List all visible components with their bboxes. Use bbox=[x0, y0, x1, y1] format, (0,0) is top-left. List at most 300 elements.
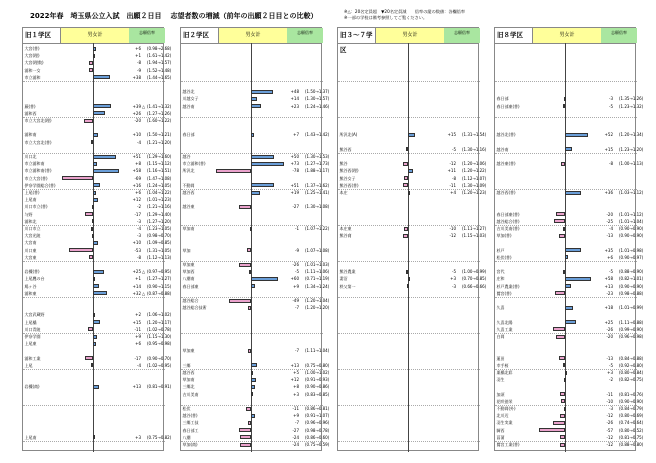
ratio-value: (0.88→0.90) bbox=[619, 269, 644, 275]
school-row bbox=[181, 196, 323, 203]
school-row bbox=[181, 131, 330, 138]
school-row bbox=[338, 254, 480, 261]
school-row bbox=[23, 59, 172, 66]
change-bar bbox=[408, 133, 415, 137]
change-bar bbox=[93, 241, 98, 245]
school-row bbox=[23, 211, 172, 218]
school-row bbox=[495, 412, 644, 419]
school-row bbox=[495, 189, 644, 196]
change-value: -12 bbox=[606, 442, 613, 447]
ratio-value: (1.34→1.24) bbox=[305, 283, 330, 289]
change-value: +3 bbox=[607, 370, 613, 375]
school-row bbox=[23, 304, 165, 311]
school-row bbox=[23, 218, 172, 225]
ratio-value: (1.11→1.04) bbox=[305, 348, 330, 354]
school-row bbox=[181, 283, 330, 290]
column-header-total: 男女計 bbox=[376, 28, 445, 43]
change-bar bbox=[406, 147, 408, 151]
school-row bbox=[23, 95, 165, 102]
change-value: -17 bbox=[134, 355, 141, 361]
ratio-value: (0.66→0.66) bbox=[462, 283, 487, 289]
ratio-value: (1.60→1.22) bbox=[147, 118, 172, 123]
school-row bbox=[23, 340, 172, 347]
panel-header bbox=[23, 28, 163, 44]
ratio-value: (0.90→0.97) bbox=[619, 254, 644, 260]
school-name: 岩槻(商) bbox=[24, 384, 40, 390]
change-value: -69 bbox=[134, 175, 141, 181]
school-name: 市立大宮北(理) bbox=[24, 118, 52, 123]
change-value: +52 bbox=[604, 132, 613, 138]
change-bar bbox=[91, 227, 93, 231]
school-name: 越谷東(普) bbox=[496, 161, 516, 167]
change-bar bbox=[93, 270, 104, 274]
change-bar bbox=[406, 270, 408, 274]
school-row bbox=[181, 81, 323, 88]
school-row bbox=[23, 412, 165, 419]
ratio-value: (1.52→1.48) bbox=[147, 67, 172, 73]
school-row bbox=[338, 95, 480, 102]
change-bar bbox=[93, 435, 95, 439]
school-row bbox=[338, 160, 487, 167]
ratio-value: (1.30→1.16) bbox=[462, 146, 487, 152]
change-bar bbox=[560, 392, 565, 396]
change-bar bbox=[229, 299, 251, 303]
school-name: 熊谷 bbox=[339, 161, 348, 167]
change-value: -12 bbox=[449, 161, 456, 167]
change-value: -7 bbox=[295, 348, 299, 354]
ratio-value: (1.21→1.20) bbox=[147, 139, 172, 145]
school-row bbox=[495, 347, 637, 354]
school-row bbox=[181, 434, 330, 441]
ratio-value: (1.47→1.08) bbox=[147, 175, 172, 181]
ratio-value: (1.31→1.05) bbox=[147, 247, 172, 253]
school-row bbox=[23, 81, 165, 88]
change-value: +19 bbox=[290, 190, 299, 195]
school-row bbox=[181, 441, 330, 448]
school-row bbox=[181, 369, 330, 376]
change-bar bbox=[564, 97, 566, 101]
change-bar bbox=[93, 335, 97, 339]
school-row bbox=[338, 146, 487, 153]
school-row bbox=[23, 347, 165, 354]
ratio-value: (1.01→1.04) bbox=[619, 218, 644, 224]
change-bar bbox=[553, 327, 565, 331]
change-bar bbox=[251, 284, 255, 288]
change-bar bbox=[93, 75, 110, 79]
school-row bbox=[338, 398, 480, 405]
change-bar bbox=[239, 205, 251, 209]
school-name: 越谷西 bbox=[182, 370, 195, 375]
ratio-value: (0.96→0.98) bbox=[619, 334, 644, 339]
school-row bbox=[23, 160, 172, 167]
school-row bbox=[23, 247, 172, 254]
change-value: -26 bbox=[606, 326, 613, 332]
ratio-value: (0.88→0.80) bbox=[619, 442, 644, 447]
school-row bbox=[338, 203, 480, 210]
school-row bbox=[23, 139, 172, 146]
school-row bbox=[23, 74, 172, 81]
ratio-value: (0.90→0.86) bbox=[305, 384, 330, 390]
school-name: 越谷東 bbox=[182, 204, 195, 210]
change-value: +73 bbox=[290, 161, 299, 167]
change-bar bbox=[251, 392, 253, 396]
change-value: -1 bbox=[295, 226, 299, 231]
ratio-value: (0.82→0.75) bbox=[619, 377, 644, 383]
change-bar bbox=[248, 306, 251, 310]
school-row bbox=[181, 139, 323, 146]
school-name: 草加南 bbox=[182, 226, 195, 231]
change-bar bbox=[93, 155, 116, 159]
change-bar bbox=[561, 162, 565, 166]
school-row bbox=[338, 391, 480, 398]
school-row bbox=[495, 88, 637, 95]
school-row bbox=[181, 218, 323, 225]
school-row bbox=[338, 326, 480, 333]
school-row bbox=[338, 139, 480, 146]
ratio-value: (0.91→0.93) bbox=[305, 377, 330, 383]
school-row bbox=[338, 131, 487, 138]
change-value: -3 bbox=[609, 406, 613, 411]
school-name: 大宮南 bbox=[24, 240, 37, 246]
school-row bbox=[495, 319, 644, 326]
ratio-value: (0.90→0.90) bbox=[619, 226, 644, 231]
ratio-value: (1.16→1.51) bbox=[147, 168, 172, 174]
ratio-value: (1.20→1.34) bbox=[619, 132, 644, 138]
school-name: 上尾東 bbox=[24, 341, 37, 347]
change-bar bbox=[246, 407, 251, 411]
school-name: 三郷北 bbox=[182, 384, 195, 390]
school-row bbox=[338, 124, 480, 131]
school-row bbox=[495, 203, 637, 210]
ratio-value: (1.23→1.20) bbox=[619, 146, 644, 152]
ratio-value: (0.74→0.64) bbox=[619, 420, 644, 426]
school-name: 川口北 bbox=[24, 154, 37, 159]
school-name: 伊奈学園 bbox=[24, 334, 41, 339]
school-row bbox=[495, 297, 637, 304]
school-row bbox=[495, 311, 637, 318]
change-bar bbox=[539, 428, 565, 432]
school-name: 川口市立 bbox=[24, 226, 41, 231]
school-name: 市立浦和南 bbox=[24, 161, 45, 167]
school-row bbox=[495, 225, 644, 232]
ratio-value: (0.98→0.88) bbox=[619, 290, 644, 296]
school-row bbox=[181, 333, 323, 340]
school-row bbox=[181, 95, 330, 102]
note-line-1: ※△：20名定員超 ▼20名定員減 倍率の縦の数値：各欄倍率 bbox=[344, 9, 466, 14]
change-value: +14 bbox=[132, 283, 141, 289]
change-bar bbox=[251, 97, 257, 101]
change-value: +25 bbox=[604, 319, 613, 325]
change-value: -53 bbox=[134, 247, 141, 253]
ratio-value: (0.81→0.76) bbox=[619, 391, 644, 397]
school-row bbox=[23, 167, 172, 174]
school-row bbox=[23, 333, 172, 340]
change-bar bbox=[560, 414, 565, 418]
school-row bbox=[338, 268, 487, 275]
school-row bbox=[495, 167, 637, 174]
school-row bbox=[23, 268, 172, 275]
change-value: +2 bbox=[135, 312, 141, 318]
change-value: -20 bbox=[134, 118, 141, 123]
school-name: 上尾 bbox=[24, 362, 33, 368]
school-row bbox=[181, 232, 323, 239]
ratio-value: (0.90→1.15) bbox=[147, 283, 172, 289]
district-label: 旧２学区 bbox=[181, 28, 219, 43]
change-value: -25 bbox=[606, 218, 613, 224]
school-name: 市立大宮北(普) bbox=[24, 139, 52, 145]
change-value: +6 bbox=[135, 341, 141, 347]
change-bar bbox=[89, 255, 93, 259]
school-row bbox=[338, 355, 480, 362]
change-value: -26 bbox=[606, 420, 613, 426]
school-name: 松伏 bbox=[182, 406, 191, 411]
change-bar bbox=[62, 176, 93, 180]
school-row bbox=[338, 347, 480, 354]
capacity-mark: △ bbox=[142, 103, 146, 109]
school-row bbox=[495, 45, 637, 52]
change-value: -5 bbox=[295, 269, 299, 275]
change-bar bbox=[93, 291, 107, 295]
school-row bbox=[23, 67, 172, 74]
school-row bbox=[338, 81, 480, 88]
school-row bbox=[181, 153, 330, 160]
change-value: -11 bbox=[606, 391, 613, 397]
school-row bbox=[23, 254, 172, 261]
change-bar bbox=[247, 248, 251, 252]
school-row bbox=[495, 139, 637, 146]
change-value: -5 bbox=[609, 362, 613, 368]
change-bar bbox=[69, 248, 93, 252]
school-row bbox=[495, 110, 637, 117]
school-name: 加須 bbox=[496, 391, 505, 397]
ratio-value: (1.09→0.85) bbox=[147, 240, 172, 246]
change-value: +7 bbox=[293, 132, 299, 138]
change-value: -5 bbox=[452, 269, 456, 275]
school-row bbox=[181, 319, 323, 326]
school-name: 越谷西 bbox=[182, 190, 195, 195]
school-name: 浦和工業 bbox=[24, 355, 41, 361]
school-name: 上尾(普) bbox=[24, 190, 40, 195]
ratio-value: (1.27→1.73) bbox=[305, 161, 330, 167]
change-value: -11 bbox=[449, 182, 456, 188]
school-row bbox=[495, 376, 644, 383]
school-row bbox=[181, 311, 323, 318]
school-name: 八潮 bbox=[182, 434, 191, 440]
school-name: 春日部東 bbox=[182, 283, 199, 289]
ratio-value: (0.90→0.90) bbox=[619, 398, 644, 404]
ratio-value: (1.07→1.08) bbox=[305, 247, 330, 253]
ratio-value: (1.20→1.06) bbox=[462, 161, 487, 167]
change-value: -23 bbox=[606, 290, 613, 296]
change-bar bbox=[93, 191, 96, 195]
school-row bbox=[181, 355, 323, 362]
change-bar bbox=[251, 371, 253, 375]
school-name: 浦和一女 bbox=[24, 67, 41, 73]
change-bar bbox=[251, 277, 278, 281]
school-row bbox=[495, 369, 644, 376]
school-name: 熊谷西 bbox=[339, 146, 352, 152]
school-row bbox=[495, 160, 644, 167]
change-bar bbox=[251, 414, 255, 418]
change-value: -10 bbox=[449, 226, 456, 231]
school-row bbox=[338, 117, 480, 124]
legend-notes bbox=[344, 9, 465, 21]
ratio-value: (1.00→1.02) bbox=[305, 370, 330, 375]
change-bar bbox=[93, 198, 98, 202]
school-row bbox=[23, 326, 172, 333]
school-row bbox=[23, 196, 172, 203]
school-name: 越谷(普) bbox=[182, 413, 198, 419]
school-name: 羽生 bbox=[496, 377, 505, 383]
school-row bbox=[495, 175, 637, 182]
school-row bbox=[495, 239, 637, 246]
school-name: 吉川美南(普) bbox=[496, 226, 520, 231]
school-row bbox=[338, 167, 487, 174]
change-value: -13 bbox=[606, 355, 613, 361]
change-value: -3 bbox=[137, 218, 141, 224]
school-row bbox=[338, 283, 487, 290]
school-name: 春日部 bbox=[496, 96, 509, 102]
school-name: 与野 bbox=[24, 211, 33, 217]
school-name: 妻沼 bbox=[339, 276, 348, 282]
change-value: +10 bbox=[132, 132, 141, 138]
school-row bbox=[495, 434, 644, 441]
ratio-value: (1.27→1.27) bbox=[147, 276, 172, 282]
school-row bbox=[495, 383, 637, 390]
change-bar bbox=[89, 61, 93, 65]
ratio-value: (1.01→0.99) bbox=[619, 305, 644, 311]
school-name: 八潮南 bbox=[182, 276, 195, 282]
change-value: -9 bbox=[137, 67, 141, 73]
ratio-value: (0.75→0.82) bbox=[147, 434, 172, 440]
ratio-value: (1.20→1.23) bbox=[462, 190, 487, 195]
change-bar bbox=[251, 162, 284, 166]
ratio-value: (1.15→1.12) bbox=[147, 161, 172, 167]
school-name: 越谷西(普) bbox=[496, 190, 516, 195]
school-name: 花咲徳栄 bbox=[496, 398, 513, 404]
change-bar bbox=[239, 263, 251, 267]
school-row bbox=[23, 383, 172, 390]
change-value: -26 bbox=[292, 262, 299, 267]
school-name: 越谷南 bbox=[496, 146, 509, 152]
page-title bbox=[30, 11, 326, 21]
ratio-value: (0.83→0.85) bbox=[305, 391, 330, 397]
change-value: -4 bbox=[609, 226, 613, 231]
school-name: 草加 bbox=[182, 247, 191, 253]
school-row bbox=[495, 218, 644, 225]
change-value: +26 bbox=[132, 110, 141, 116]
school-row bbox=[338, 376, 480, 383]
change-bar bbox=[560, 435, 565, 439]
school-name: 春日部 bbox=[182, 132, 195, 138]
ratio-value: (1.01→1.03) bbox=[305, 262, 330, 267]
school-row bbox=[495, 59, 637, 66]
ratio-value: (1.02→0.78) bbox=[147, 326, 172, 332]
school-name: 大宮光陵 bbox=[24, 233, 41, 239]
change-bar bbox=[404, 227, 409, 231]
district-label: 旧１学区 bbox=[23, 28, 61, 43]
ratio-value: (0.80→0.52) bbox=[619, 427, 644, 433]
change-bar bbox=[565, 277, 591, 281]
change-bar bbox=[404, 176, 408, 180]
change-bar bbox=[251, 385, 255, 389]
school-row bbox=[495, 441, 644, 448]
change-bar bbox=[93, 54, 95, 58]
school-row bbox=[338, 340, 480, 347]
change-value: +5 bbox=[293, 370, 299, 375]
school-name: 越谷総合(普) bbox=[496, 218, 520, 224]
change-value: +9 bbox=[135, 334, 141, 339]
change-value: -4 bbox=[137, 362, 141, 368]
change-bar bbox=[403, 234, 408, 238]
change-bar bbox=[251, 133, 254, 137]
school-row bbox=[495, 247, 644, 254]
change-bar bbox=[251, 104, 261, 108]
school-row bbox=[495, 304, 644, 311]
school-row bbox=[495, 261, 637, 268]
ratio-value: (0.87→0.88) bbox=[147, 290, 172, 296]
change-bar bbox=[565, 306, 573, 310]
ratio-value: (1.12→1.07) bbox=[462, 175, 487, 181]
change-bar bbox=[408, 191, 410, 195]
change-value: -4 bbox=[137, 226, 141, 231]
school-row bbox=[495, 333, 644, 340]
school-row bbox=[181, 110, 323, 117]
change-bar bbox=[553, 421, 565, 425]
school-row bbox=[338, 67, 480, 74]
school-row bbox=[495, 275, 644, 282]
column-header-ratio: 志願倍率 bbox=[444, 28, 480, 43]
change-bar bbox=[93, 47, 96, 51]
school-row bbox=[338, 275, 487, 282]
column-header-total: 男女計 bbox=[533, 28, 602, 43]
change-bar bbox=[240, 435, 251, 439]
school-name: 川口青陵 bbox=[24, 326, 41, 332]
ratio-value: (1.00→0.99) bbox=[462, 269, 487, 275]
school-row bbox=[495, 211, 644, 218]
school-name: 川越女子 bbox=[182, 96, 199, 102]
change-value: +38 bbox=[132, 74, 141, 80]
school-name: 市立大宮(普) bbox=[24, 175, 48, 181]
panel-header bbox=[495, 28, 635, 44]
ratio-value: (1.21→1.16) bbox=[147, 204, 172, 210]
change-bar bbox=[565, 191, 581, 195]
change-bar bbox=[239, 428, 251, 432]
school-row bbox=[338, 419, 480, 426]
school-name: 三郷 bbox=[182, 362, 191, 368]
change-value: -2 bbox=[609, 377, 613, 383]
school-name: 熊谷西(理) bbox=[339, 168, 359, 174]
school-row bbox=[338, 290, 480, 297]
school-row bbox=[181, 304, 330, 311]
district-panel bbox=[22, 27, 172, 451]
change-value: +35 bbox=[604, 247, 613, 253]
ratio-value: (1.37→1.62) bbox=[305, 182, 330, 188]
school-row bbox=[338, 103, 480, 110]
ratio-value: (0.75→0.59) bbox=[305, 442, 330, 447]
school-name: 所沢北 bbox=[182, 168, 195, 174]
school-name: 蓮田 bbox=[496, 355, 505, 361]
school-row bbox=[338, 153, 480, 160]
change-bar bbox=[563, 270, 565, 274]
school-name: 草加南 bbox=[182, 377, 195, 383]
school-row bbox=[495, 67, 637, 74]
school-row bbox=[23, 232, 172, 239]
school-row bbox=[23, 225, 172, 232]
school-name: 三郷工技 bbox=[182, 420, 199, 426]
capacity-mark: △ bbox=[142, 269, 146, 275]
school-row bbox=[338, 369, 480, 376]
